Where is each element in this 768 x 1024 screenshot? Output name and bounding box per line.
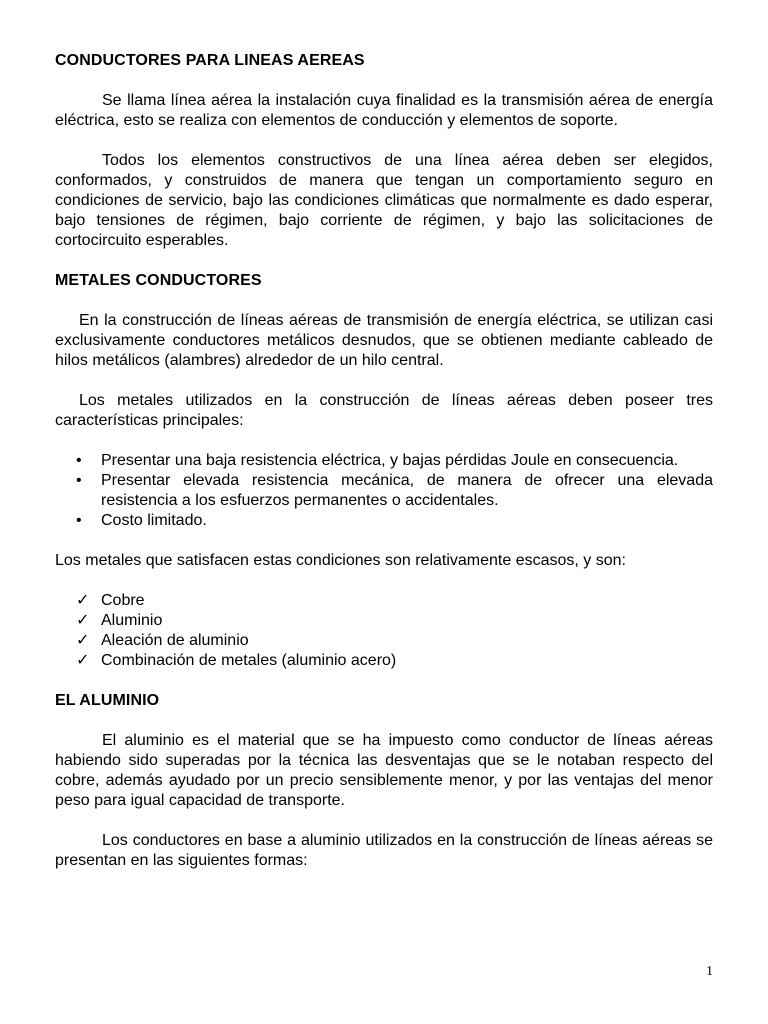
list-item-text: Presentar una baja resistencia eléctrica, y bajas pérdidas Joule en consecuencia. xyxy=(101,452,679,469)
paragraph-elementos-constructivos: Todos los elementos constructivos de una línea aérea deben ser elegidos, conformados, y construidos de manera que tengan un comportamiento seguro en condiciones de servicio, bajo las condiciones climáticas que normalmente es dado esperar, bajo tensiones de régimen, bajo corriente de régimen, y bajo las solicitaciones de cortocircuito esperables. xyxy=(55,152,713,249)
paragraph-conductores-aluminio-formas: Los conductores en base a aluminio utilizados en la construcción de líneas aéreas se presentan en las siguientes formas: xyxy=(55,832,713,869)
section-heading-aluminio: EL ALUMINIO xyxy=(55,692,160,709)
metals-check-list xyxy=(55,591,713,671)
list-item-text: Cobre xyxy=(101,592,145,609)
bullet-icon: • xyxy=(76,452,82,469)
list-item xyxy=(55,611,713,631)
list-item xyxy=(55,591,713,611)
checkmark-icon: ✓ xyxy=(76,592,90,609)
page-number: 1 xyxy=(706,964,713,979)
paragraph-caracteristicas-principales: Los metales utilizados en la construcción de líneas aéreas deben poseer tres características principales: xyxy=(55,392,713,429)
paragraph-linea-aerea-definicion: Se llama línea aérea la instalación cuya finalidad es la transmisión aérea de energía eléctrica, esto se realiza con elementos de conducción y elementos de soporte. xyxy=(55,92,713,129)
paragraph-conductores-metalicos: En la construcción de líneas aéreas de transmisión de energía eléctrica, se utilizan casi exclusivamente conductores metálicos desnudos, que se obtienen mediante cableado de hilos metálicos (alambres) alrededor de un hilo central. xyxy=(55,312,713,369)
list-item xyxy=(55,451,713,471)
section-heading-conductores: CONDUCTORES PARA LINEAS AEREAS xyxy=(55,52,365,69)
characteristics-bullet-list xyxy=(55,451,713,531)
checkmark-icon: ✓ xyxy=(76,652,90,669)
list-item xyxy=(55,631,713,651)
list-item-text: Aleación de aluminio xyxy=(101,632,249,649)
paragraph-aluminio-material: El aluminio es el material que se ha impuesto como conductor de líneas aéreas habiendo sido superadas por la técnica las desventajas que se le notaban respecto del cobre, además ayudado por un precio sensiblemente menor, y por las ventajas del menor peso para igual capacidad de transporte. xyxy=(55,732,713,809)
checkmark-icon: ✓ xyxy=(76,632,90,649)
list-item-text: Combinación de metales (aluminio acero) xyxy=(101,652,397,669)
list-item-text: Aluminio xyxy=(101,612,163,629)
list-item-text: Costo limitado. xyxy=(101,512,207,529)
bullet-icon: • xyxy=(76,512,82,529)
bullet-icon: • xyxy=(76,472,82,489)
section-heading-metales: METALES CONDUCTORES xyxy=(55,272,262,289)
list-item xyxy=(55,511,713,531)
paragraph-metales-escasos: Los metales que satisfacen estas condiciones son relativamente escasos, y son: xyxy=(55,552,626,569)
list-item xyxy=(55,471,713,511)
checkmark-icon: ✓ xyxy=(76,612,90,629)
list-item xyxy=(55,651,713,671)
list-item-text: Presentar elevada resistencia mecánica, de manera de ofrecer una elevada resistencia a los esfuerzos permanentes o accidentales. xyxy=(101,472,713,509)
